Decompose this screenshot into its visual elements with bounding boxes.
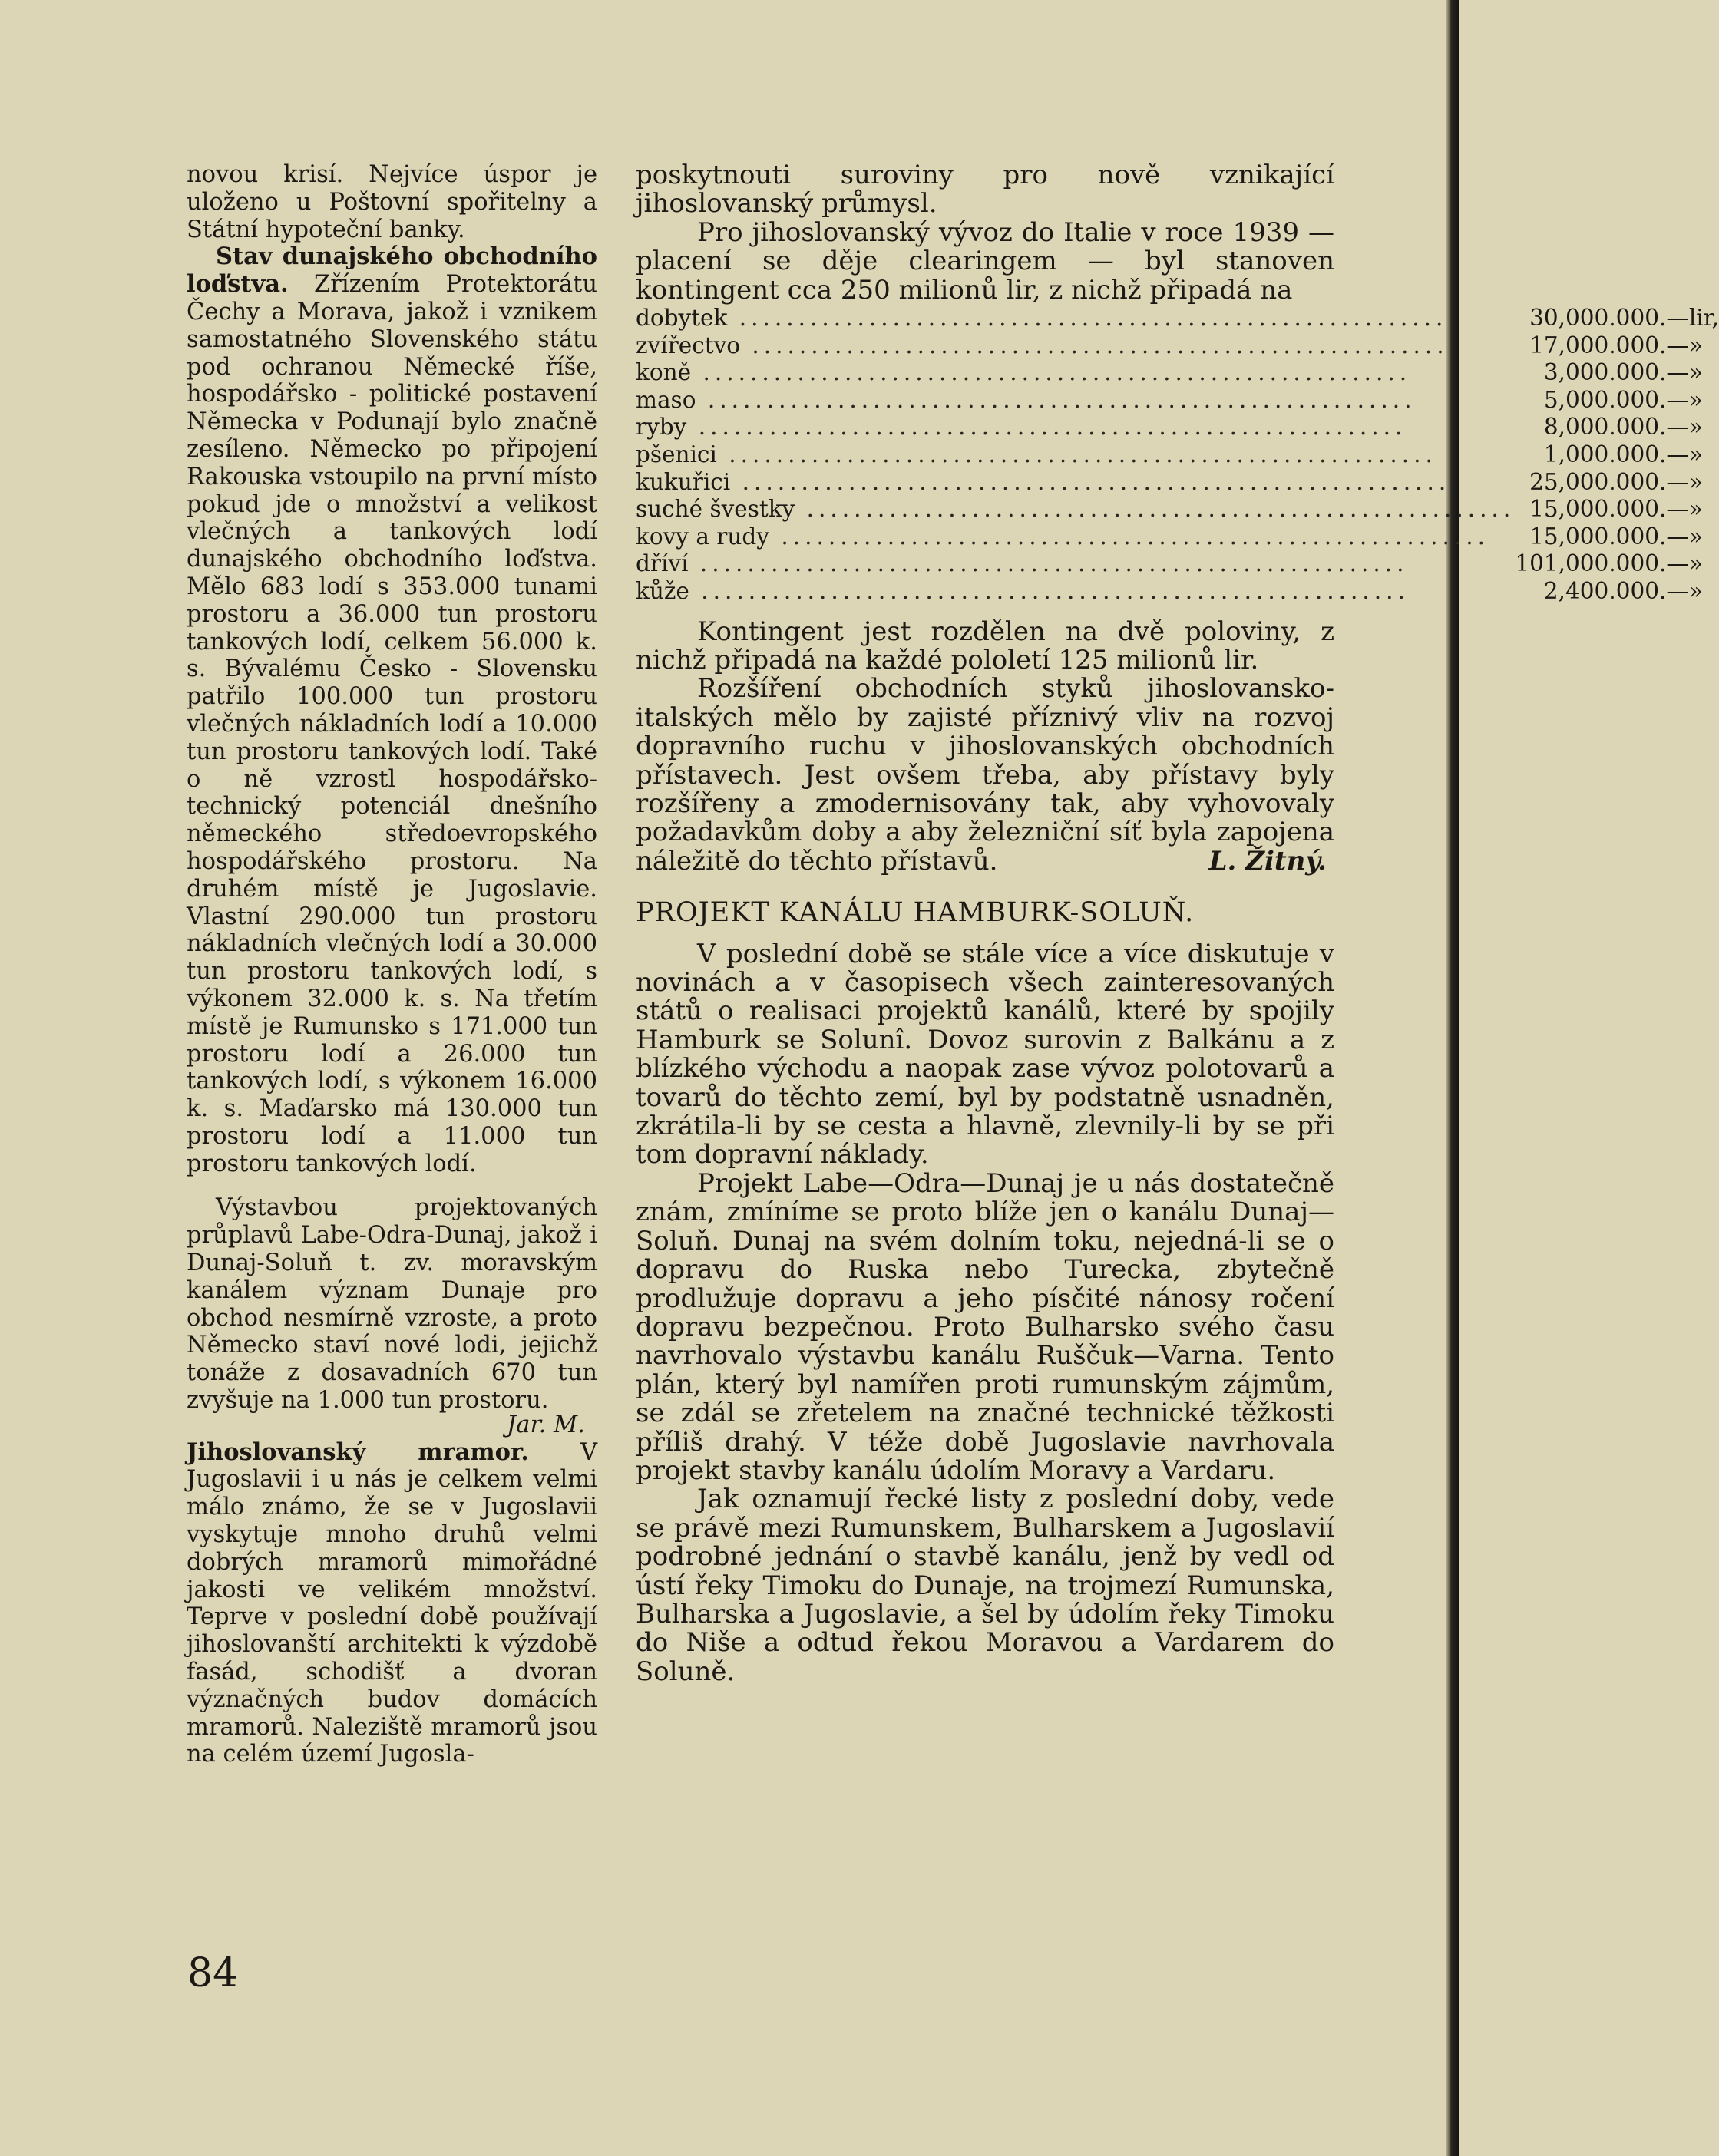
quota-row xyxy=(636,496,1719,523)
leader-dots: ............................................................ xyxy=(795,496,1516,523)
quota-item: kovy a rudy xyxy=(636,523,769,550)
leader-dots: ............................................................ xyxy=(688,550,1409,577)
right-paragraph-5: V poslední době se stále více a více diskutuje v novinách a v časopisech všech zainteresovaných států o realisaci projektů kanálů, které by spojily Hamburk se Solunî. Dovoz surovin z Balkánu a z blízkého východu a naopak zase vývoz polotovarů a tovarů do těchto zemí, byl by podstatně usnadněn, zkrátila-li by se cesta a hlavně, zlevnily-li by se při tom dopravní náklady. xyxy=(636,938,1334,1170)
quota-amount: 2,400.000.— xyxy=(1543,577,1689,604)
left-paragraph-1: novou krisí. Nejvíce úspor je uloženo u Poštovní spořitelny a Státní hypoteční banky. xyxy=(187,161,597,243)
right-paragraph-2: Pro jihoslovanský vývoz do Italie v roce 1939 — placení se děje clearingem — byl stanoven kontingent cca 250 milionů lir, z nichž připadá na xyxy=(636,216,1334,305)
leader-dots: ............................................................ xyxy=(686,414,1407,441)
quota-item: ryby xyxy=(636,414,687,441)
leader-dots: ............................................................ xyxy=(740,332,1461,358)
quota-amount: 15,000.000.— xyxy=(1529,496,1689,523)
quota-item: zvířectvo xyxy=(636,332,741,358)
left-paragraph-4-body: V Jugoslavii i u nás je celkem velmi málo známo, že se v Jugoslavii vyskytuje mnoho druhů velmi dobrých mramorů mimořádné jakosti ve velikém množství. Teprve v poslední době používají jihoslovanští architekti k výzdobě fasád, schodišť a dvoran význačných budov domácích mramorů. Naleziště mramorů jsou na celém území Jugosla- xyxy=(187,1438,597,1768)
quota-row xyxy=(636,441,1719,469)
leader-dots: ............................................................ xyxy=(689,577,1410,604)
quota-row xyxy=(636,305,1719,332)
quota-unit: » xyxy=(1688,496,1703,523)
quota-row xyxy=(636,359,1719,387)
section-heading-danube-fleet: Stav dunajského obchodního loďstva. xyxy=(187,243,597,299)
quota-item: dobytek xyxy=(636,305,728,332)
quota-item: pšenici xyxy=(636,441,717,467)
quota-unit: » xyxy=(1688,577,1703,604)
leader-dots: ............................................................ xyxy=(727,305,1448,332)
quota-row xyxy=(636,469,1719,497)
quota-item: kůže xyxy=(636,577,689,604)
section-heading-marble: Jihoslovanský mramor. xyxy=(187,1438,529,1466)
left-paragraph-2-body: Zřízením Protektorátu Čechy a Morava, jakož i vznikem samostatného Slovenského státu pod ochranou Německé říše, hospodářsko - politické postavení Německa v Podunají bylo značně zesíleno. Německo po připojení Rakouska vstoupilo na první místo pokud jde o množství a velikost vlečných a tankových lodí dunajského obchodního loďstva. Mělo 683 lodí s 353.000 tunami prostoru a 36.000 tun prostoru tankových lodí, celkem 56.000 k. s. Bývalému Česko - Slovensku patřilo 100.000 tun prostoru vlečných nákladních lodí a 10.000 tun prostoru tankových lodí. Také o ně vzrostl hospodářsko-technický potenciál dnešního německého středoevropského hospodářského prostoru. Na druhém místě je Jugoslavie. Vlastní 290.000 tun prostoru nákladních vlečných lodí a 30.000 tun prostoru tankových lodí, s výkonem 32.000 k. s. Na třetím místě je Rumunsko s 171.000 tun prostoru lodí a 26.000 tun tankových lodí, s výkonem 16.000 k. s. Maďarsko má 130.000 tun prostoru lodí a 11.000 tun prostoru tankových lodí. xyxy=(187,271,597,1177)
quota-unit: » xyxy=(1688,414,1703,441)
leader-dots: ............................................................ xyxy=(691,359,1412,386)
left-paragraph-4 xyxy=(187,1439,597,1769)
right-column xyxy=(636,160,1719,1687)
leader-dots: ............................................................ xyxy=(730,468,1451,495)
right-paragraph-4 xyxy=(636,675,1334,876)
quota-item: koně xyxy=(636,359,692,386)
quota-row xyxy=(636,414,1719,441)
quota-unit: » xyxy=(1688,386,1703,413)
right-paragraph-3: Kontingent jest rozdělen na dvě poloviny, z nichž připadá na každé pololetí 125 milionů lir. xyxy=(636,616,1334,675)
left-paragraph-3: Výstavbou projektovaných průplavů Labe-Odra-Dunaj, jakož i Dunaj-Soluň t. zv. moravským kanálem význam Dunaje pro obchod nesmírně vzroste, a proto Německo staví nové lodi, jejichž tonáže z dosavadních 670 tun zvyšuje na 1.000 tun prostoru. xyxy=(187,1194,597,1415)
quota-unit: » xyxy=(1688,359,1703,386)
quota-unit: » xyxy=(1688,441,1703,467)
page-number: 84 xyxy=(187,1950,239,1996)
leader-dots: ............................................................ xyxy=(716,441,1437,467)
quota-amount: 1,000.000.— xyxy=(1543,441,1689,467)
quota-unit: » xyxy=(1688,550,1703,577)
quota-amount: 8,000.000.— xyxy=(1543,414,1689,441)
signature-jar-m: Jar. M. xyxy=(507,1411,585,1438)
leader-dots: ............................................................ xyxy=(696,386,1417,413)
right-paragraph-7: Jak oznamují řecké listy z poslední doby, vede se právě mezi Rumunskem, Bulharskem a Jugoslavií podrobné jednání o stavbě kanálu, jenž by vedl od ústí řeky Timoku do Dunaje, na trojmezí Rumunska, Bulharska a Jugoslavie, a šel by údolím řeky Timoku do Niše a odtud řekou Moravou a Vardarem do Soluně. xyxy=(636,1484,1334,1687)
quota-item: dříví xyxy=(636,550,689,577)
leader-dots: ............................................................ xyxy=(769,523,1489,550)
quota-row xyxy=(636,550,1719,578)
quota-amount: 30,000.000.— xyxy=(1529,305,1689,332)
quota-unit: » xyxy=(1688,332,1703,358)
quota-item: kukuřici xyxy=(636,468,731,495)
quota-unit: » xyxy=(1688,468,1703,495)
left-column xyxy=(187,161,597,1768)
quota-amount: 15,000.000.— xyxy=(1529,523,1689,550)
left-paragraph-2 xyxy=(187,243,597,1177)
quota-amount: 101,000.000.— xyxy=(1515,550,1689,577)
quota-amount: 25,000.000.— xyxy=(1529,468,1689,495)
right-paragraph-6: Projekt Labe—Odra—Dunaj je u nás dostatečně znám, zmíníme se proto blíže jen o kanálu Dunaj—Soluň. Dunaj na svém dolním toku, nejedná-li se o dopravu do Ruska nebo Turecka, zbytečně prodlužuje dopravu a jeho písčité nánosy ročení dopravu bezpečnou. Proto Bulharsko svého času navrhovalo výstavbu kanálu Ruščuk—Varna. Tento plán, který byl namířen proti rumunským zájmům, se zdál se zřetelem na značné technické těžkosti příliš drahý. V téže době Jugoslavie navrhovala projekt stavby kanálu údolím Moravy a Vardaru. xyxy=(636,1167,1334,1486)
quota-item: maso xyxy=(636,386,696,413)
quota-amount: 17,000.000.— xyxy=(1529,332,1689,358)
quota-unit: » xyxy=(1688,523,1703,550)
quota-row xyxy=(636,578,1719,606)
right-paragraph-4-body: Rozšíření obchodních styků jihoslovansko-italských mělo by zajisté příznivý vliv na rozvoj dopravního ruchu v jihoslovanských obchodních přístavech. Jest ovšem třeba, aby přístavy byly rozšířeny a zmodernisovány tak, aby vyhovovaly požadavkům doby a aby železniční síť byla zapojena náležitě do těchto přístavů. xyxy=(636,673,1334,877)
quota-table xyxy=(636,305,1719,606)
quota-amount: 5,000.000.— xyxy=(1543,386,1689,413)
signature-l-zitny: L. Žitný. xyxy=(1208,845,1327,877)
quota-amount: 3,000.000.— xyxy=(1543,359,1689,386)
quota-row xyxy=(636,523,1719,551)
quota-item: suché švestky xyxy=(636,496,795,523)
quota-unit: lir, xyxy=(1688,305,1719,332)
quota-row xyxy=(636,332,1719,360)
quota-row xyxy=(636,387,1719,414)
article-heading: PROJEKT KANÁLU HAMBURK-SOLUŇ. xyxy=(636,897,1195,929)
right-paragraph-1: poskytnouti suroviny pro nově vznikající jihoslovanský průmysl. xyxy=(636,160,1334,220)
